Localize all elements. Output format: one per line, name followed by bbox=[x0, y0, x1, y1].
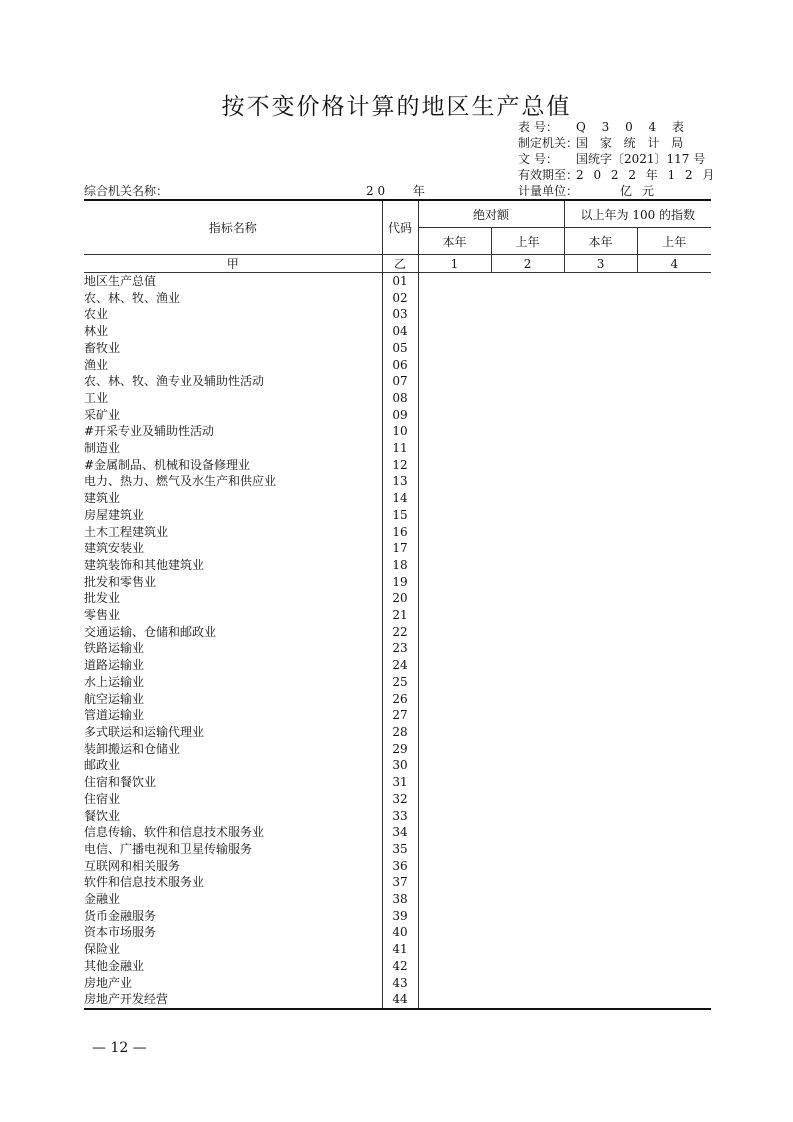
indicator-name: 制造业 bbox=[84, 441, 121, 456]
indicator-code: 22 bbox=[382, 624, 418, 641]
indicator-name: 土木工程建筑业 bbox=[84, 524, 169, 539]
table-row bbox=[84, 457, 711, 474]
indicator-code: 12 bbox=[382, 457, 418, 474]
table-row bbox=[84, 373, 711, 390]
form-number bbox=[518, 119, 690, 135]
indicator-code: 32 bbox=[382, 791, 418, 808]
table-row bbox=[84, 674, 711, 691]
value-cell[interactable] bbox=[418, 273, 711, 290]
indicator-name: 邮政业 bbox=[84, 758, 121, 773]
unit-label: 计量单位： bbox=[518, 184, 579, 198]
header-indicator-name: 指标名称 bbox=[84, 200, 382, 255]
table-row bbox=[84, 858, 711, 875]
value-cell[interactable] bbox=[418, 858, 711, 875]
report-year: 2 0 年 bbox=[366, 184, 425, 198]
indicator-code: 29 bbox=[382, 741, 418, 758]
header-index-last-year: 上年 bbox=[637, 228, 711, 255]
header-code: 代码 bbox=[382, 200, 418, 255]
value-cell[interactable] bbox=[418, 640, 711, 657]
indicator-code: 33 bbox=[382, 808, 418, 825]
indicator-name: 住宿和餐饮业 bbox=[84, 775, 157, 790]
indicator-name: 电力、热力、燃气及水生产和供应业 bbox=[84, 474, 277, 489]
header-absolute: 绝对额 bbox=[418, 200, 564, 228]
value-cell[interactable] bbox=[418, 290, 711, 307]
value-cell[interactable] bbox=[418, 958, 711, 975]
value-cell[interactable] bbox=[418, 991, 711, 1009]
indicator-name: 畜牧业 bbox=[84, 340, 121, 355]
indicator-name: 餐饮业 bbox=[84, 808, 121, 823]
indicator-code: 02 bbox=[382, 290, 418, 307]
indicator-code: 11 bbox=[382, 440, 418, 457]
indicator-name: #金属制品、机械和设备修理业 bbox=[84, 457, 251, 472]
gdp-table bbox=[84, 199, 711, 1010]
value-cell[interactable] bbox=[418, 574, 711, 591]
table-row bbox=[84, 991, 711, 1009]
value-cell[interactable] bbox=[418, 557, 711, 574]
value-cell[interactable] bbox=[418, 490, 711, 507]
valid-until-label: 有效期至： bbox=[518, 168, 579, 182]
indicator-code: 34 bbox=[382, 824, 418, 841]
indicator-code: 10 bbox=[382, 423, 418, 440]
value-cell[interactable] bbox=[418, 741, 711, 758]
value-cell[interactable] bbox=[418, 908, 711, 925]
indicator-code: 36 bbox=[382, 858, 418, 875]
indicator-name: 信息传输、软件和信息技术服务业 bbox=[84, 825, 265, 840]
indicator-name: 农业 bbox=[84, 307, 109, 322]
indicator-code: 35 bbox=[382, 841, 418, 858]
indicator-name: 其他金融业 bbox=[84, 958, 145, 973]
value-cell[interactable] bbox=[418, 757, 711, 774]
value-cell[interactable] bbox=[418, 774, 711, 791]
indicator-code: 31 bbox=[382, 774, 418, 791]
document-number-value: 国统字〔2021〕117 号 bbox=[576, 152, 706, 166]
column-number-2: 2 bbox=[491, 255, 564, 273]
indicator-name: 渔业 bbox=[84, 357, 109, 372]
indicator-name: 建筑业 bbox=[84, 491, 121, 506]
valid-until-value: 2 0 2 2 年 1 2 月 bbox=[576, 168, 718, 182]
indicator-code: 08 bbox=[382, 390, 418, 407]
indicator-name: #开采专业及辅助性活动 bbox=[84, 424, 215, 439]
table-row bbox=[84, 490, 711, 507]
indicator-name: 建筑安装业 bbox=[84, 541, 145, 556]
indicator-code: 17 bbox=[382, 540, 418, 557]
table-row bbox=[84, 440, 711, 457]
indicator-code: 20 bbox=[382, 590, 418, 607]
indicator-code: 25 bbox=[382, 674, 418, 691]
table-row bbox=[84, 306, 711, 323]
table-row bbox=[84, 524, 711, 541]
indicator-code: 28 bbox=[382, 724, 418, 741]
document-number-label: 文 号： bbox=[518, 152, 558, 166]
table-row bbox=[84, 874, 711, 891]
column-number-4: 4 bbox=[637, 255, 711, 273]
table-row bbox=[84, 757, 711, 774]
table-row bbox=[84, 891, 711, 908]
indicator-code: 13 bbox=[382, 473, 418, 490]
indicator-code: 15 bbox=[382, 507, 418, 524]
value-cell[interactable] bbox=[418, 707, 711, 724]
table-row bbox=[84, 590, 711, 607]
indicator-code: 44 bbox=[382, 991, 418, 1009]
value-cell[interactable] bbox=[418, 507, 711, 524]
table-row bbox=[84, 908, 711, 925]
organization-label: 综合机关名称： bbox=[84, 184, 169, 198]
value-cell[interactable] bbox=[418, 457, 711, 474]
indicator-name: 农、林、牧、渔业 bbox=[84, 290, 181, 305]
value-cell[interactable] bbox=[418, 524, 711, 541]
value-cell[interactable] bbox=[418, 975, 711, 992]
valid-until bbox=[518, 167, 718, 183]
value-cell[interactable] bbox=[418, 891, 711, 908]
header-index-this-year: 本年 bbox=[564, 228, 637, 255]
indicator-code: 24 bbox=[382, 657, 418, 674]
table-row bbox=[84, 624, 711, 641]
value-cell[interactable] bbox=[418, 390, 711, 407]
indicator-name: 建筑装饰和其他建筑业 bbox=[84, 557, 205, 572]
table-row bbox=[84, 640, 711, 657]
indicator-code: 16 bbox=[382, 524, 418, 541]
table-row bbox=[84, 390, 711, 407]
value-cell[interactable] bbox=[418, 590, 711, 607]
indicator-code: 07 bbox=[382, 373, 418, 390]
table-row bbox=[84, 507, 711, 524]
value-cell[interactable] bbox=[418, 674, 711, 691]
indicator-name: 住宿业 bbox=[84, 791, 121, 806]
indicator-code: 39 bbox=[382, 908, 418, 925]
indicator-code: 03 bbox=[382, 306, 418, 323]
indicator-code: 30 bbox=[382, 757, 418, 774]
indicator-name: 房屋建筑业 bbox=[84, 507, 145, 522]
table-row bbox=[84, 340, 711, 357]
header-index: 以上年为 100 的指数 bbox=[564, 200, 711, 228]
table-row bbox=[84, 824, 711, 841]
page-number: — 12 — bbox=[92, 1040, 147, 1056]
indicator-code: 01 bbox=[382, 273, 418, 290]
indicator-name: 管道运输业 bbox=[84, 708, 145, 723]
indicator-name: 采矿业 bbox=[84, 407, 121, 422]
indicator-code: 37 bbox=[382, 874, 418, 891]
indicator-code: 19 bbox=[382, 574, 418, 591]
value-cell[interactable] bbox=[418, 306, 711, 323]
indicator-name: 交通运输、仓储和邮政业 bbox=[84, 624, 217, 639]
indicator-code: 06 bbox=[382, 357, 418, 374]
indicator-code: 18 bbox=[382, 557, 418, 574]
value-cell[interactable] bbox=[418, 373, 711, 390]
indicator-name: 电信、广播电视和卫星传输服务 bbox=[84, 841, 253, 856]
indicator-code: 38 bbox=[382, 891, 418, 908]
indicator-name: 软件和信息技术服务业 bbox=[84, 875, 205, 890]
indicator-code: 42 bbox=[382, 958, 418, 975]
value-cell[interactable] bbox=[418, 724, 711, 741]
indicator-name: 零售业 bbox=[84, 608, 121, 623]
column-number-3: 3 bbox=[564, 255, 637, 273]
column-number-1: 1 bbox=[418, 255, 491, 273]
value-cell[interactable] bbox=[418, 323, 711, 340]
value-cell[interactable] bbox=[418, 791, 711, 808]
table-row bbox=[84, 557, 711, 574]
indicator-name: 工业 bbox=[84, 390, 109, 405]
unit-value: 亿元 bbox=[620, 184, 665, 198]
table-row bbox=[84, 808, 711, 825]
indicator-name: 资本市场服务 bbox=[84, 925, 157, 940]
report-info-row bbox=[84, 182, 710, 198]
indicator-code: 05 bbox=[382, 340, 418, 357]
table-row bbox=[84, 273, 711, 290]
table-row bbox=[84, 707, 711, 724]
indicator-name: 货币金融服务 bbox=[84, 908, 157, 923]
table-row bbox=[84, 607, 711, 624]
indicator-name: 互联网和相关服务 bbox=[84, 858, 181, 873]
issuing-agency-value: 国 家 统 计 局 bbox=[576, 136, 688, 150]
value-cell[interactable] bbox=[418, 808, 711, 825]
document-number bbox=[518, 151, 705, 167]
value-cell[interactable] bbox=[418, 841, 711, 858]
indicator-name: 航空运输业 bbox=[84, 691, 145, 706]
indicator-name: 金融业 bbox=[84, 892, 121, 907]
value-cell[interactable] bbox=[418, 340, 711, 357]
indicator-code: 04 bbox=[382, 323, 418, 340]
indicator-name: 多式联运和运输代理业 bbox=[84, 724, 205, 739]
value-cell[interactable] bbox=[418, 607, 711, 624]
indicator-code: 41 bbox=[382, 941, 418, 958]
column-label-name: 甲 bbox=[84, 255, 382, 273]
table-row bbox=[84, 724, 711, 741]
indicator-name: 批发和零售业 bbox=[84, 574, 157, 589]
indicator-code: 43 bbox=[382, 975, 418, 992]
table-row bbox=[84, 691, 711, 708]
value-cell[interactable] bbox=[418, 423, 711, 440]
value-cell[interactable] bbox=[418, 407, 711, 424]
value-cell[interactable] bbox=[418, 624, 711, 641]
table-row bbox=[84, 540, 711, 557]
issuing-agency bbox=[518, 135, 687, 151]
table-row bbox=[84, 774, 711, 791]
indicator-code: 14 bbox=[382, 490, 418, 507]
table-row bbox=[84, 791, 711, 808]
table-row bbox=[84, 941, 711, 958]
indicator-code: 27 bbox=[382, 707, 418, 724]
indicator-code: 21 bbox=[382, 607, 418, 624]
indicator-name: 水上运输业 bbox=[84, 674, 145, 689]
indicator-name: 地区生产总值 bbox=[84, 274, 157, 288]
table-row bbox=[84, 290, 711, 307]
indicator-name: 道路运输业 bbox=[84, 658, 145, 673]
indicator-code: 26 bbox=[382, 691, 418, 708]
indicator-code: 23 bbox=[382, 640, 418, 657]
page-title: 按不变价格计算的地区生产总值 bbox=[221, 94, 572, 120]
indicator-code: 40 bbox=[382, 924, 418, 941]
value-cell[interactable] bbox=[418, 874, 711, 891]
table-row bbox=[84, 357, 711, 374]
table-row bbox=[84, 323, 711, 340]
value-cell[interactable] bbox=[418, 941, 711, 958]
value-cell[interactable] bbox=[418, 357, 711, 374]
table-row bbox=[84, 657, 711, 674]
column-label-code: 乙 bbox=[382, 255, 418, 273]
table-row bbox=[84, 574, 711, 591]
indicator-name: 房地产业 bbox=[84, 975, 133, 990]
form-number-value: Q 3 0 4 表 bbox=[576, 120, 691, 134]
table-row bbox=[84, 473, 711, 490]
indicator-name: 林业 bbox=[84, 324, 109, 339]
value-cell[interactable] bbox=[418, 924, 711, 941]
value-cell[interactable] bbox=[418, 824, 711, 841]
table-row bbox=[84, 958, 711, 975]
header-abs-last-year: 上年 bbox=[491, 228, 564, 255]
value-cell[interactable] bbox=[418, 691, 711, 708]
value-cell[interactable] bbox=[418, 540, 711, 557]
value-cell[interactable] bbox=[418, 440, 711, 457]
indicator-code: 09 bbox=[382, 407, 418, 424]
issuing-agency-label: 制定机关： bbox=[518, 136, 579, 150]
indicator-name: 保险业 bbox=[84, 942, 121, 957]
form-number-label: 表 号： bbox=[518, 120, 558, 134]
header-abs-this-year: 本年 bbox=[418, 228, 491, 255]
table-row bbox=[84, 841, 711, 858]
table-row bbox=[84, 423, 711, 440]
table-row bbox=[84, 924, 711, 941]
value-cell[interactable] bbox=[418, 473, 711, 490]
table-row bbox=[84, 975, 711, 992]
table-row bbox=[84, 407, 711, 424]
indicator-name: 农、林、牧、渔专业及辅助性活动 bbox=[84, 374, 265, 389]
table-row bbox=[84, 741, 711, 758]
indicator-name: 装卸搬运和仓储业 bbox=[84, 741, 181, 756]
indicator-name: 铁路运输业 bbox=[84, 641, 145, 656]
indicator-name: 批发业 bbox=[84, 591, 121, 606]
value-cell[interactable] bbox=[418, 657, 711, 674]
indicator-name: 房地产开发经营 bbox=[84, 991, 382, 1009]
